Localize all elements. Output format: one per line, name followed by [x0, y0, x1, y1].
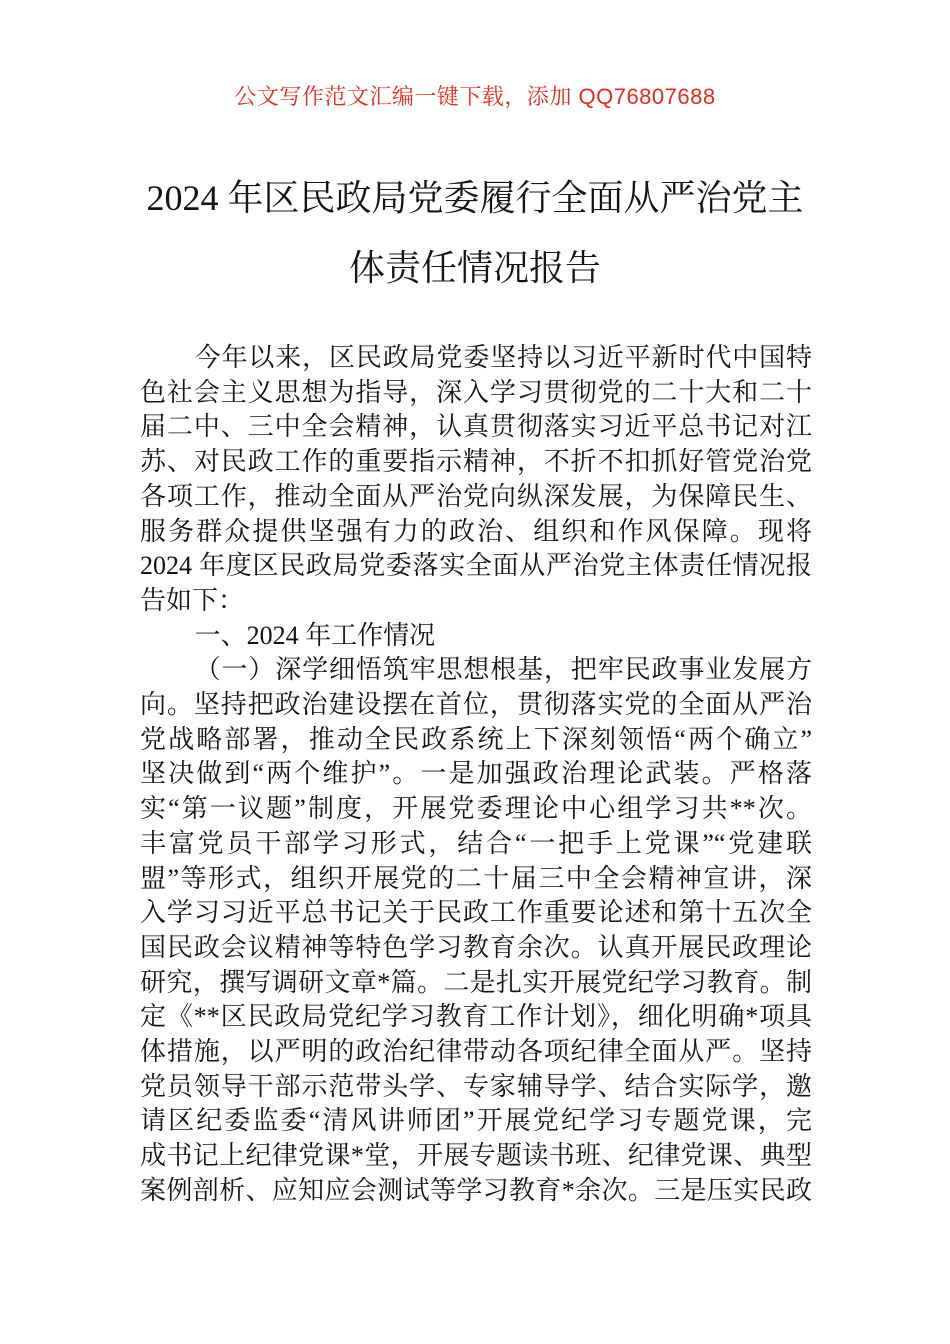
body-line: 定《**区民政局党纪学习教育工作计划》，细化明确*项具: [140, 1002, 812, 1032]
body-line: 各项工作，推动全面从严治党向纵深发展，为保障民生、: [140, 481, 812, 511]
body-line: 2024 年度区民政局党委落实全面从严治党主体责任情况报: [140, 551, 812, 581]
body-line: 色社会主义思想为指导，深入学习贯彻党的二十大和二十: [140, 377, 812, 407]
document-body: [140, 341, 812, 1209]
body-line: 一、2024 年工作情况: [194, 620, 436, 650]
document-title-line-2: 体责任情况报告: [348, 248, 601, 288]
body-line: 体措施，以严明的政治纪律带动各项纪律全面从严。坚持: [140, 1037, 812, 1067]
body-line: 告如下：: [140, 585, 245, 615]
body-line: 党战略部署，推动全民政系统上下深刻领悟“两个确立”: [140, 724, 812, 754]
document-title: [75, 163, 875, 303]
body-line: （一）深学细悟筑牢思想根基，把牢民政事业发展方: [194, 655, 812, 685]
body-line: 党员领导干部示范带头学、专家辅导学、结合实际学，邀: [140, 1071, 812, 1101]
body-line: 坚决做到“两个维护”。一是加强政治理论武装。严格落: [140, 759, 812, 789]
body-line: 盟”等形式，组织开展党的二十届三中全会精神宣讲，深: [140, 863, 812, 893]
body-line: 丰富党员干部学习形式，结合“一把手上党课”“党建联: [140, 828, 812, 858]
body-line: 研究，撰写调研文章*篇。二是扎实开展党纪学习教育。制: [140, 967, 812, 997]
body-line: 服务群众提供坚强有力的政治、组织和作风保障。现将: [140, 516, 812, 546]
body-line: 苏、对民政工作的重要指示精神，不折不扣抓好管党治党: [140, 447, 812, 477]
body-line: 今年以来，区民政局党委坚持以习近平新时代中国特: [194, 343, 812, 372]
body-line: 国民政会议精神等特色学习教育余次。认真开展民政理论: [140, 932, 812, 962]
promo-header-text: 公文写作范文汇编一键下载，添加 QQ76807688: [234, 84, 716, 109]
body-line: 成书记上纪律党课*堂，开展专题读书班、纪律党课、典型: [140, 1141, 812, 1171]
body-line: 请区纪委监委“清风讲师团”开展党纪学习专题党课，完: [140, 1106, 812, 1136]
body-line: 实“第一议题”制度，开展党委理论中心组学习共**次。: [140, 794, 812, 824]
body-line: 入学习习近平总书记关于民政工作重要论述和第十五次全: [140, 898, 812, 928]
document-title-line-1: 2024 年区民政局党委履行全面从严治党主: [146, 178, 804, 218]
body-line: 向。坚持把政治建设摆在首位，贯彻落实党的全面从严治: [140, 690, 812, 720]
body-line: 届二中、三中全会精神，认真贯彻落实习近平总书记对江: [140, 412, 812, 442]
body-line: 案例剖析、应知应会测试等学习教育*余次。三是压实民政: [140, 1175, 812, 1205]
